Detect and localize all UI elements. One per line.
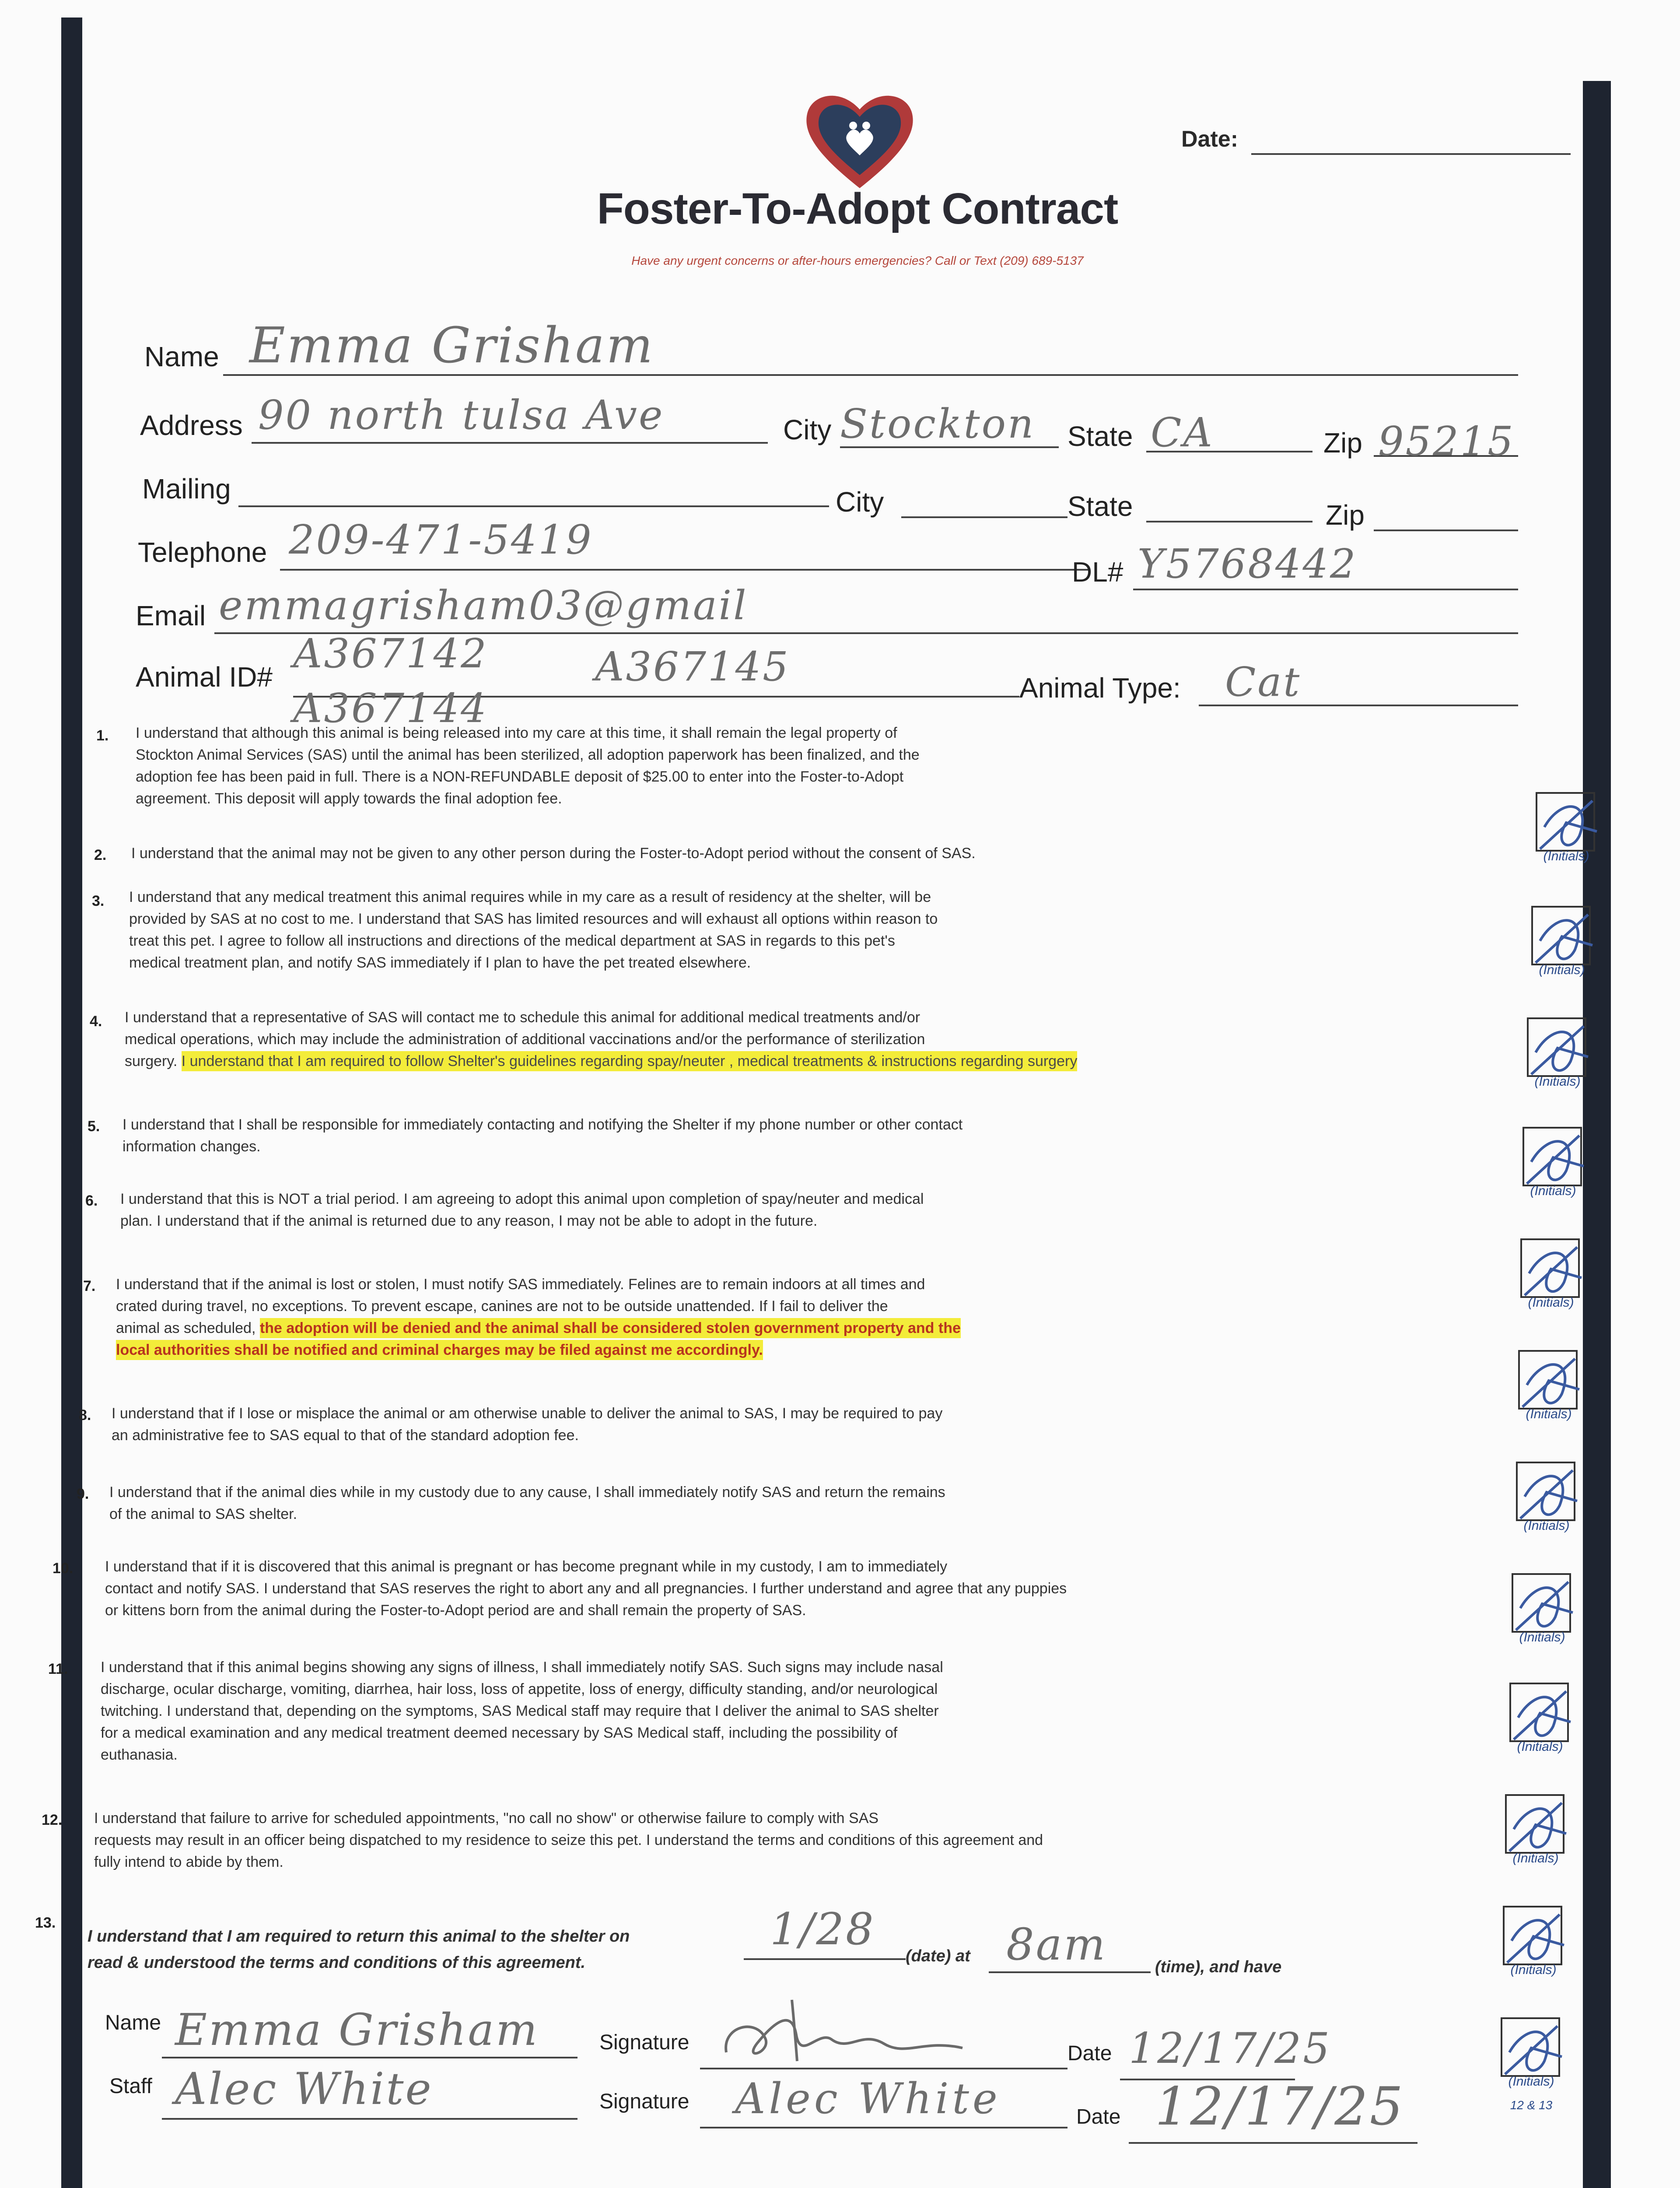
return-time-handwritten: 8am (1006, 1919, 1107, 1970)
initials-caption: (Initials) (1530, 1184, 1576, 1198)
item-9-text (109, 1481, 945, 1525)
heart-logo-icon (801, 85, 919, 195)
item-12-line-1: I understand that failure to arrive for scheduled appointments, "no call no show" or otherwise failure to comply with SAS (94, 1810, 879, 1827)
item-3-text (129, 886, 938, 974)
item-11-line-5: euthanasia. (101, 1746, 178, 1763)
initials-caption: (Initials) (1519, 1630, 1565, 1645)
initials-box[interactable] (1518, 1127, 1583, 1201)
item-9-number: 9. (77, 1486, 89, 1502)
signer-date-label: Date (1068, 2042, 1112, 2065)
item-11-line-3: twitching. I understand that, depending on the symptoms, SAS Medical staff may require that I deliver the animal to SAS shelter (101, 1703, 939, 1719)
item-10-number: 10. (52, 1560, 74, 1577)
staff-signature-line[interactable] (700, 2127, 1068, 2128)
initials-box[interactable] (1505, 1683, 1570, 1757)
mailing-field-line[interactable] (238, 505, 829, 507)
initials-note-12-13: 12 & 13 (1510, 2098, 1553, 2112)
item-10-line-2: contact and notify SAS. I understand that SAS reserves the right to abort any and all pregnancies. I further understand and agree that any puppies (105, 1580, 1067, 1597)
item-13-part-1: I understand that I am required to return this animal to the shelter on (88, 1927, 630, 1946)
return-time-line[interactable] (989, 1971, 1151, 1973)
item-11-text (101, 1656, 943, 1766)
staff-date-label: Date (1076, 2105, 1121, 2128)
item-12-line-3: fully intend to abide by them. (94, 1854, 284, 1870)
item-5-line-2: information changes. (122, 1138, 261, 1155)
dl-handwritten: Y5768442 (1138, 540, 1358, 587)
item-11-line-4: for a medical examination and any medical treatment deemed necessary by SAS Medical staff, including the possibility of (101, 1725, 898, 1741)
item-4-line-3 (125, 1050, 1077, 1072)
item-4-lead: surgery. (125, 1053, 178, 1069)
initials-box[interactable] (1507, 1573, 1572, 1648)
city-handwritten: Stockton (840, 400, 1036, 447)
item-4-text (125, 1006, 1077, 1072)
telephone-field-line[interactable] (280, 569, 1089, 571)
zip-label: Zip (1323, 427, 1362, 459)
item-1-number: 1. (96, 727, 109, 744)
address-handwritten: 90 north tulsa Ave (258, 392, 665, 438)
item-8-line-1: I understand that if I lose or misplace the animal or am otherwise unable to deliver the animal to SAS, I may be required to pay (112, 1405, 943, 1422)
scan-edge-left (61, 18, 82, 2188)
animal-type-handwritten: Cat (1225, 659, 1302, 705)
mailing-state-field-line[interactable] (1146, 521, 1312, 522)
initials-caption: (Initials) (1512, 1851, 1559, 1865)
zip-handwritten: 95215 (1378, 418, 1515, 465)
initials-caption: (Initials) (1534, 1074, 1581, 1089)
date-field-line[interactable] (1251, 153, 1571, 155)
item-7-highlighted-warning-2: local authorities shall be notified and criminal charges may be filed against me accordingly. (116, 1340, 763, 1360)
item-4-number: 4. (90, 1013, 102, 1030)
item-1-text (136, 722, 920, 810)
name-handwritten: Emma Grisham (249, 317, 654, 374)
item-7-line-3 (116, 1317, 961, 1339)
staff-name-handwritten: Alec White (175, 2063, 433, 2114)
signer-name-handwritten: Emma Grisham (175, 2004, 539, 2055)
telephone-label: Telephone (138, 536, 267, 568)
initials-caption: (Initials) (1508, 2074, 1554, 2089)
initials-caption: (Initials) (1523, 1518, 1570, 1533)
animal-id-1-handwritten: A367142 (293, 630, 488, 677)
dl-field-line[interactable] (1133, 589, 1518, 590)
item-13-line-2: read & understood the terms and conditions of this agreement. (88, 1953, 586, 1972)
item-2-line-1: I understand that the animal may not be given to any other person during the Foster-to-Adopt period without the consent of SAS. (131, 845, 976, 862)
item-5-number: 5. (88, 1118, 100, 1135)
item-11-line-1: I understand that if this animal begins showing any signs of illness, I shall immediately notify SAS. Such signs may include nasal (101, 1659, 943, 1676)
mailing-state-label: State (1068, 491, 1133, 522)
item-3-line-4: medical treatment plan, and notify SAS immediately if I plan to have the pet treated elsewhere. (129, 954, 751, 971)
initials-caption: (Initials) (1526, 1407, 1572, 1421)
item-6-line-2: plan. I understand that if the animal is returned due to any reason, I may not be able to adopt in the future. (120, 1213, 818, 1229)
item-2-number: 2. (94, 847, 107, 863)
item-4-highlighted-guideline: I understand that I am required to follow Shelter's guidelines regarding spay/neuter , medical treatments & instructions regarding surgery (182, 1051, 1078, 1071)
initials-caption: (Initials) (1543, 849, 1589, 863)
item-7-line-4 (116, 1339, 961, 1361)
item-4-line-2: medical operations, which may include the administration of additional vaccinations and/or the performance of sterilization (125, 1031, 925, 1048)
staff-signature-label: Signature (599, 2090, 690, 2113)
mailing-zip-label: Zip (1326, 499, 1365, 531)
staff-date-line[interactable] (1129, 2142, 1418, 2144)
signer-signature-scribble-icon (718, 1991, 980, 2079)
item-11-line-2: discharge, ocular discharge, vomiting, diarrhea, hair loss, loss of appetite, loss of energy, difficulty standing, and/or neurological (101, 1681, 938, 1697)
item-7-highlighted-warning: the adoption will be denied and the animal shall be considered stolen government property and the (260, 1318, 961, 1338)
item-13-part-2: (date) at (906, 1947, 970, 1965)
item-2-text (131, 842, 976, 864)
date-label: Date: (1181, 126, 1239, 152)
item-8-line-2: an administrative fee to SAS equal to that of the standard adoption fee. (112, 1427, 579, 1444)
mailing-zip-field-line[interactable] (1374, 529, 1518, 531)
initials-caption: (Initials) (1528, 1295, 1574, 1310)
item-8-number: 8. (79, 1407, 91, 1424)
email-handwritten: emmagrisham03@gmail (219, 582, 748, 629)
item-10-line-1: I understand that if it is discovered that this animal is pregnant or has become pregnant while in my custody, I am to immediately (105, 1558, 948, 1575)
animal-type-label: Animal Type: (1019, 672, 1181, 704)
initials-box[interactable] (1516, 1238, 1581, 1313)
signer-date-handwritten: 12/17/25 (1129, 2024, 1332, 2073)
initials-box[interactable] (1498, 1906, 1563, 1980)
initials-box[interactable] (1522, 1017, 1587, 1092)
item-1-line-2: Stockton Animal Services (SAS) until the animal has been sterilized, all adoption paperwork has been finalized, and the (136, 747, 920, 763)
staff-label: Staff (109, 2075, 152, 2098)
item-12-line-2: requests may result in an officer being dispatched to my residence to seize this pet. I understand the terms and conditions of this agreement and (94, 1832, 1043, 1848)
mailing-city-field-line[interactable] (901, 516, 1068, 518)
item-7-line-2: crated during travel, no exceptions. To prevent escape, canines are not to be outside unattended. If I fail to deliver the (116, 1298, 888, 1315)
initials-caption: (Initials) (1539, 963, 1585, 977)
item-3-line-1: I understand that any medical treatment this animal requires while in my care as a result of residency at the shelter, will be (129, 889, 931, 905)
emergency-contact-note: Have any urgent concerns or after-hours emergencies? Call or Text (209) 689-5137 (631, 254, 1084, 267)
item-6-number: 6. (85, 1192, 98, 1209)
name-field-line[interactable] (223, 374, 1518, 376)
item-8-text (112, 1403, 942, 1446)
animal-id-3-handwritten: A367144 (293, 685, 488, 732)
return-date-line[interactable] (744, 1958, 906, 1960)
item-4-line-1: I understand that a representative of SAS will contact me to schedule this animal for additional medical treatments and/or (125, 1009, 920, 1026)
animal-id-2-handwritten: A367145 (595, 643, 790, 690)
initials-box[interactable] (1501, 1794, 1565, 1869)
email-label: Email (136, 600, 206, 631)
initials-caption: (Initials) (1517, 1739, 1563, 1754)
item-7-line-1: I understand that if the animal is lost or stolen, I must notify SAS immediately. Felines are to remain indoors at all times and (116, 1276, 925, 1293)
initials-box[interactable] (1527, 906, 1592, 980)
staff-signature-handwritten: Alec White (735, 2074, 1001, 2123)
item-1-line-4: agreement. This deposit will apply towards the final adoption fee. (136, 790, 562, 807)
initials-box[interactable] (1531, 792, 1596, 866)
telephone-handwritten: 209-471-5419 (289, 516, 593, 563)
state-label: State (1068, 421, 1133, 452)
animal-id-label: Animal ID# (136, 661, 273, 693)
item-13-part-3: (time), and have (1155, 1958, 1282, 1976)
item-13-number: 13. (35, 1914, 56, 1931)
item-12-number: 12. (42, 1812, 63, 1828)
address-label: Address (140, 410, 243, 441)
item-10-line-3: or kittens born from the animal during the Foster-to-Adopt period are and shall remain the property of SAS. (105, 1602, 806, 1619)
address-field-line[interactable] (252, 442, 768, 444)
item-6-line-1: I understand that this is NOT a trial period. I am agreeing to adopt this animal upon completion of spay/neuter and medical (120, 1191, 924, 1207)
city-label: City (783, 414, 832, 445)
initials-box[interactable] (1514, 1350, 1578, 1424)
item-7-lead: animal as scheduled, (116, 1320, 256, 1336)
signer-name-label: Name (105, 2011, 161, 2034)
initials-box-12-13[interactable] (1496, 2017, 1561, 2112)
mailing-city-label: City (836, 486, 884, 518)
item-5-line-1: I understand that I shall be responsible for immediately contacting and notifying the Shelter if my phone number or other contact (122, 1116, 963, 1133)
return-date-handwritten: 1/28 (770, 1904, 875, 1955)
item-9-line-1: I understand that if the animal dies while in my custody due to any cause, I shall immediately notify SAS and return the remains (109, 1484, 945, 1501)
item-1-line-1: I understand that although this animal is being released into my care at this time, it shall remain the legal property of (136, 725, 897, 741)
item-3-line-2: provided by SAS at no cost to me. I understand that SAS has limited resources and will exhaust all options within reason to (129, 911, 938, 927)
initials-caption: (Initials) (1510, 1963, 1557, 1977)
signer-signature-label: Signature (599, 2031, 690, 2054)
name-label: Name (144, 341, 219, 372)
item-3-line-3: treat this pet. I agree to follow all instructions and directions of the medical department at SAS in regards to this pet's (129, 933, 895, 949)
item-11-number: 11. (48, 1661, 68, 1677)
item-3-number: 3. (92, 893, 105, 909)
staff-date-handwritten: 12/17/25 (1155, 2076, 1405, 2137)
mailing-label: Mailing (142, 473, 231, 505)
initials-box[interactable] (1512, 1462, 1576, 1536)
item-9-line-2: of the animal to SAS shelter. (109, 1506, 298, 1522)
item-6-text (120, 1188, 924, 1232)
item-10-text (105, 1556, 1067, 1621)
state-handwritten: CA (1151, 409, 1214, 456)
item-7-text (116, 1273, 961, 1361)
signer-name-line[interactable] (162, 2057, 578, 2058)
item-5-text (122, 1114, 962, 1157)
item-12-text (94, 1807, 1043, 1873)
page-title: Foster-To-Adopt Contract (597, 184, 1118, 233)
staff-name-line[interactable] (162, 2118, 578, 2120)
dl-label: DL# (1072, 556, 1124, 588)
item-7-number: 7. (83, 1278, 96, 1294)
item-1-line-3: adoption fee has been paid in full. There is a NON-REFUNDABLE deposit of $25.00 to enter into the Foster-to-Adopt (136, 768, 904, 785)
